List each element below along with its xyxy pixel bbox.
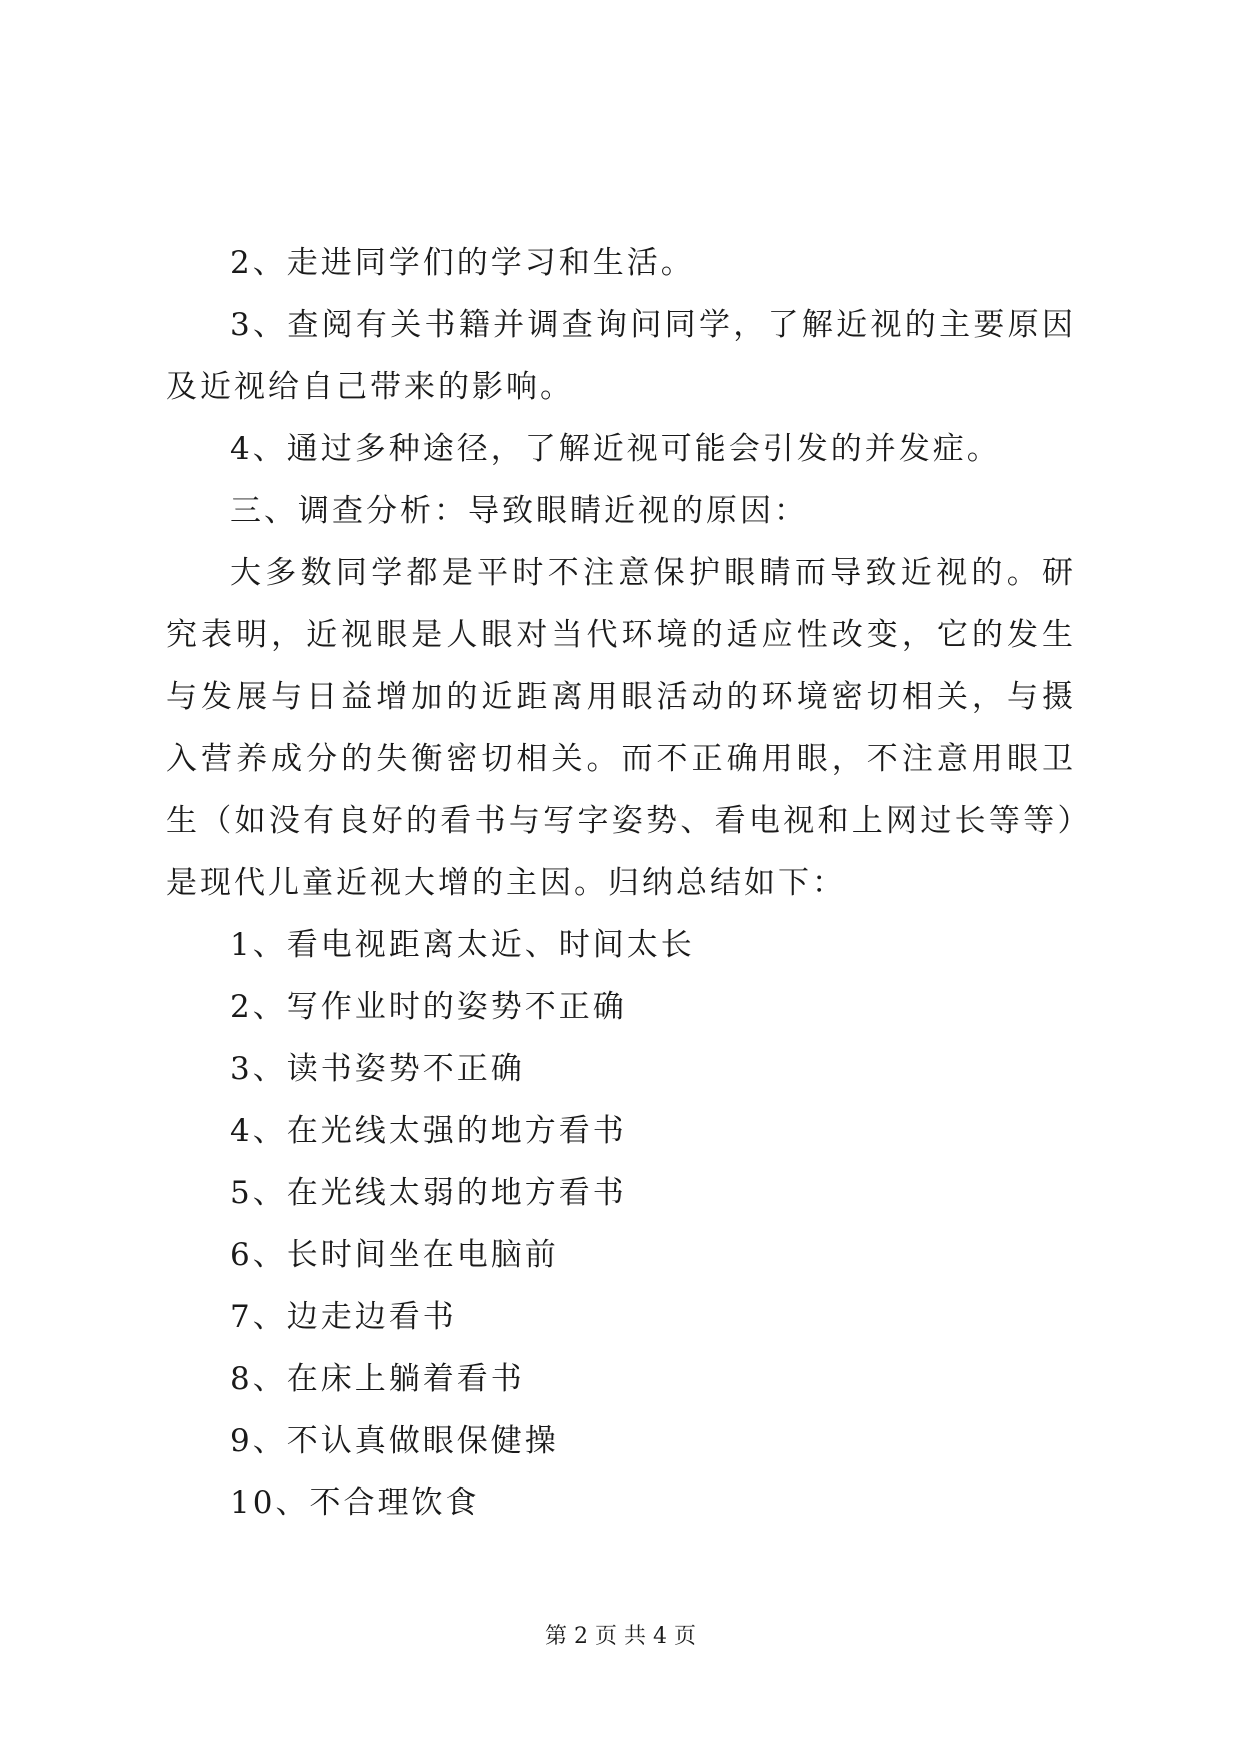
list-item: 4、在光线太强的地方看书 — [230, 1113, 627, 1149]
list-item: 6、长时间坐在电脑前 — [230, 1237, 559, 1273]
paragraph: 4、通过多种途径，了解近视可能会引发的并发症。 — [230, 431, 1001, 467]
paragraph: 3、查阅有关书籍并调查询问同学，了解近视的主要原因及近视给自己带来的影响。 — [166, 307, 1076, 405]
paragraph: 2、走进同学们的学习和生活。 — [230, 245, 695, 281]
list-item: 10、不合理饮食 — [230, 1485, 480, 1521]
section-heading: 三、调查分析：导致眼睛近视的原因： — [230, 493, 808, 529]
list-item: 7、边走边看书 — [230, 1299, 457, 1335]
list-item: 8、在床上躺着看书 — [230, 1361, 525, 1397]
page-number-footer: 第 2 页 共 4 页 — [545, 1624, 696, 1649]
list-item: 5、在光线太弱的地方看书 — [230, 1175, 627, 1211]
list-item: 9、不认真做眼保健操 — [230, 1423, 559, 1459]
document-body — [166, 232, 1076, 1534]
list-item: 3、读书姿势不正确 — [230, 1051, 525, 1087]
list-item: 1、看电视距离太近、时间太长 — [230, 927, 695, 963]
list-item: 2、写作业时的姿势不正确 — [230, 989, 627, 1025]
paragraph: 大多数同学都是平时不注意保护眼睛而导致近视的。研究表明，近视眼是人眼对当代环境的适应性改变，它的发生与发展与日益增加的近距离用眼活动的环境密切相关，与摄入营养成分的失衡密切相关。而不正确用眼，不注意用眼卫生（如没有良好的看书与写字姿势、看电视和上网过长等等）是现代儿童近视大增的主因。归纳总结如下： — [166, 555, 1076, 901]
